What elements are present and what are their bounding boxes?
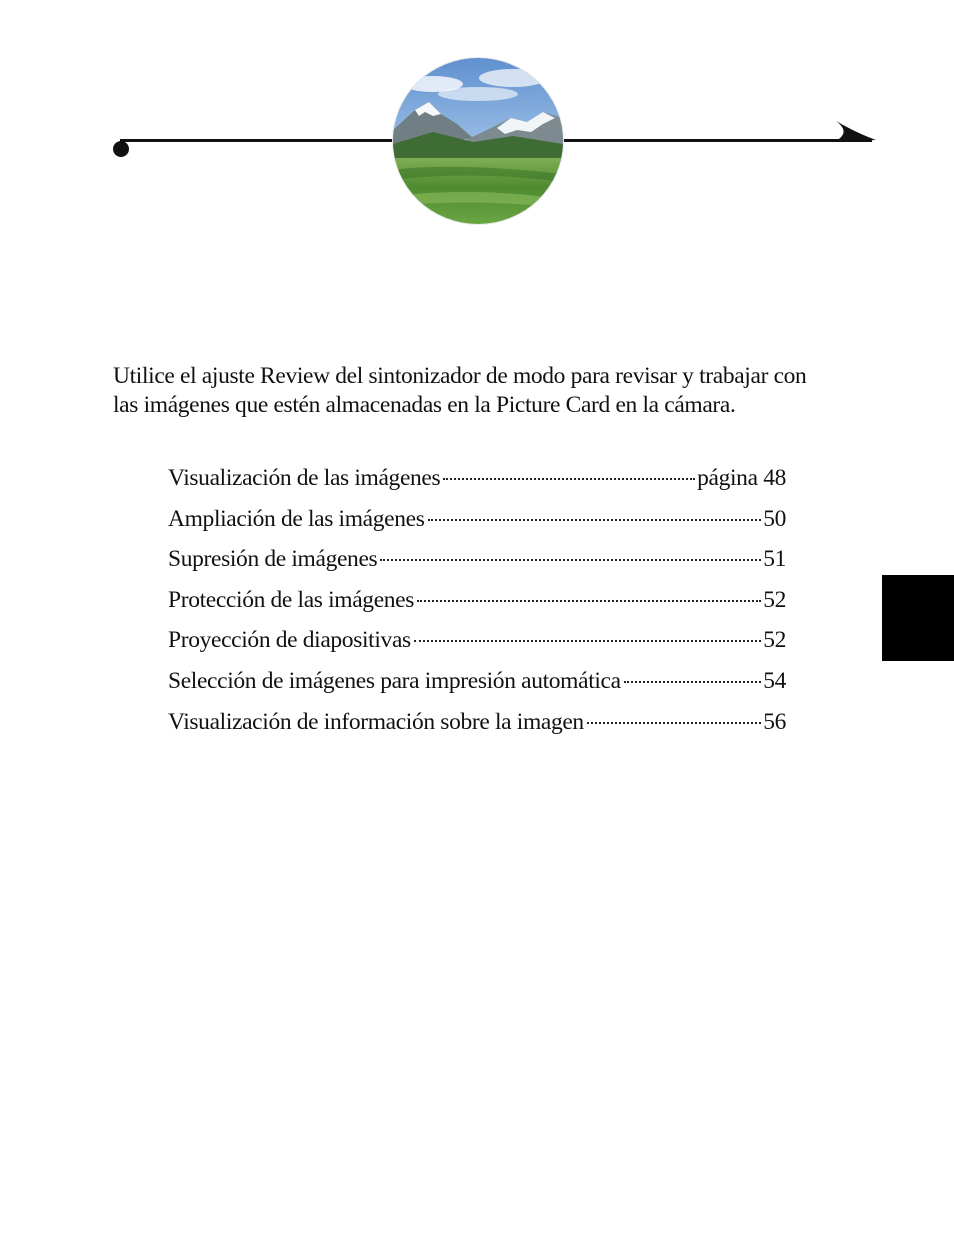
toc-dot-leader (624, 681, 761, 683)
toc-item-proyeccion[interactable] (168, 620, 786, 661)
toc-item-title: Ampliación de las imágenes (168, 505, 425, 532)
mountain-landscape-icon (393, 58, 563, 224)
toc-dot-leader (587, 722, 761, 724)
arrow-right-icon (828, 118, 876, 148)
toc-item-title: Visualización de las imágenes (168, 465, 441, 491)
toc-dot-leader (414, 640, 761, 642)
intro-paragraph (113, 362, 873, 420)
toc-item-supresion[interactable] (168, 539, 786, 580)
toc-dot-leader (428, 519, 762, 521)
dot-icon (113, 141, 129, 157)
toc-dot-leader (380, 559, 761, 561)
toc-dot-leader (443, 478, 695, 480)
toc-item-ampliacion[interactable] (168, 499, 786, 540)
toc-item-seleccion[interactable] (168, 661, 786, 702)
toc-item-title: Selección de imágenes para impresión automática (168, 667, 621, 694)
toc-item-title: Protección de las imágenes (168, 586, 415, 613)
intro-line-2: las imágenes que estén almacenadas en la Picture Card en la cámara. (113, 392, 736, 418)
table-of-contents (168, 458, 786, 742)
toc-dot-leader (417, 600, 761, 602)
intro-line-1: Utilice el ajuste Review del sintonizador de modo para revisar y trabajar con (113, 363, 807, 389)
toc-item-page: 50 (763, 505, 786, 532)
toc-item-title: Supresión de imágenes (168, 546, 378, 573)
toc-item-title: Visualización de información sobre la imagen (168, 708, 584, 735)
toc-item-visualizacion[interactable] (168, 458, 786, 499)
chapter-tab-marker (882, 575, 954, 661)
toc-item-page: 54 (763, 667, 786, 694)
toc-item-page: 52 (763, 627, 786, 654)
toc-item-page: 52 (763, 586, 786, 613)
toc-item-page: página 48 (697, 465, 786, 491)
toc-item-informacion[interactable] (168, 702, 786, 743)
toc-item-page: 56 (763, 708, 786, 735)
toc-item-page: 51 (763, 546, 786, 573)
toc-item-title: Proyección de diapositivas (168, 627, 411, 654)
toc-item-proteccion[interactable] (168, 580, 786, 621)
